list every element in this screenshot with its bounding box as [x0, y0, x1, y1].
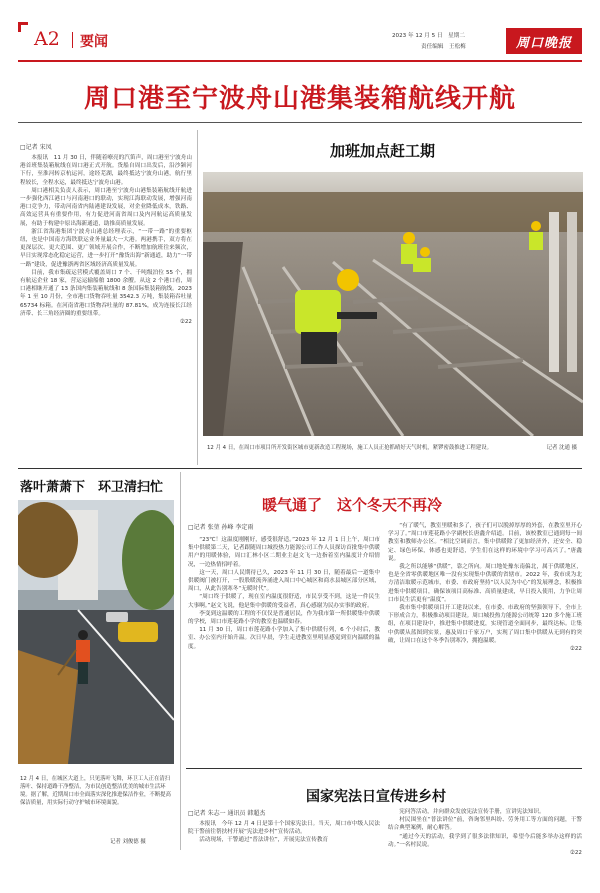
lead-paragraph: 目前，我市集疏运营模式覆盖周口 7 个、千吨级泊位 55 个，拥有航运企业 18 家，营运运输船舶 1800 余艘。从这 2 个港口看，周口港相继开通了 13 条国内集装箱航线和 8 条国际集装箱航线。2023 年 1 至 10 月份，全市港口货物吞吐量 3542.3 万吨，集装箱吞吐量 65734 标箱。在河南省港口货物吞吐量的 87.81%，成为连接长江经济带、长三角经济圈的重要纽带。 [20, 269, 192, 317]
photo-top-title: 加班加点赶工期 [330, 142, 436, 160]
date-line: 2023 年 12 月 5 日 星期二 [392, 33, 465, 39]
photo-sweeper-head [78, 630, 88, 640]
end-mark: ②22 [179, 319, 192, 326]
construction-photo [203, 172, 583, 436]
end-mark: ②22 [569, 850, 582, 857]
section-name: 要闻 [80, 34, 108, 50]
photo-frame-right2 [567, 212, 577, 372]
caption-text: 12 月 4 日，在城区大道上，只见落叶飞舞，环卫工人正在清扫落叶、保持道路干净整洁，为市民创造整洁优美的城市生活环境。据了解，近期周口市全面落实深化推进保洁作业，不断提高保洁质量，用实际行动守护城市环境面貌。 [20, 776, 171, 806]
heating-title: 暖气通了 这个冬天不再冷 [262, 496, 443, 514]
lead-paragraph: 浙江省海港集团宁波舟山港总经理表示，“一带一路”的重要枢纽，也是中国南方海铁联运业务量最大一大港。两港携手，双方将在更深层次、更大范围、更广领域开展合作，不断增加航班往来频次，早日实现常态化稳定运营，进一步打开“豫货出海”新通道，助力“一带一路”建设，促进豫浙两省区域经济高质量发展。 [20, 228, 192, 268]
construction-photo-svg [203, 172, 583, 436]
section-rule [18, 468, 582, 469]
heating-paragraph: 11 月 30 日，周口市莲花路小学加入了集中供暖行列，6 个小时后，教室、办公室内开始升温。次日早晨，学生走进教室里明显感觉到室内温暖的温度。 [188, 627, 380, 650]
heating-col2 [388, 522, 582, 760]
photo-taxi [118, 622, 158, 642]
photo-top-caption [207, 444, 577, 462]
photo-ground [203, 232, 583, 436]
headline-rule [18, 122, 582, 123]
photo-left-credit: 记者 刘俊德 摄 [110, 839, 146, 845]
lead-story-text [20, 154, 192, 460]
constitution-title: 国家宪法日宣传进乡村 [306, 789, 446, 805]
caption-text: 12 月 4 日，在周口市项目所开发街区城市更新改造工程现场，施工人员正抢抓晴好天气时机，紧锣密鼓推进工程建设。 [207, 445, 492, 451]
heating-col1 [188, 536, 380, 760]
heating-paragraph: 我市集中供暖项目开工建设以来，在市委、市政府的坚强领导下，全市上下形成合力，积极推动项目建设。周口城投热力能源公司统筹 120 多个施工班组，在项目建设中，推进集中供暖进度，实现管道全面同步，最终达标。让集中供暖从蓝图到实景，惠及周口千家万户，实现了周口集中供暖从无到有的突破，让周口在这个冬季告别寒冷，拥抱温暖。 [388, 605, 582, 644]
photo-car [106, 612, 128, 622]
constitution-paragraph: 宪问答活动，并向群众发放宪法宣传手册，宣讲宪法知识。 [399, 809, 545, 815]
page-label: A2 [34, 28, 60, 50]
lead-byline: □记者 宋凤 [20, 144, 52, 151]
heating-paragraph: “23℃！这温度刚刚好，感受很舒适。”2023 年 12 月 1 日上午，周口市集中供暖第二天，记者跟随周口城投热力能源公司工作人员探访首批集中供暖用户的用暖体验，周口汇林小区二期业主赵文飞一边指着室内温度计介绍情况，一边热情招呼着。 [188, 537, 380, 568]
heating-paragraph: 这一天，周口人民期待已久，2023 年 11 月 30 日，随着最后一道集中供暖阀门被打开，一股股暖流奔涌进入周口中心城区和商水县城区部分区域，周口，从此告别寒冬“无暖时代”。 [188, 569, 380, 593]
constitution-paragraph: “通过今天的活动，我学到了很多法律知识，希望今后能多举办这样的活动。”一名村民说。 [388, 833, 582, 848]
page-header [18, 22, 582, 62]
heating-byline: □记者 张堃 孙峰 李定雨 [188, 524, 254, 531]
constitution-paragraph: 本报讯 今年 12 月 4 日是第十个国家宪法日。当天，周口市中级人民法院干警前往帮扶村开展“宪法进乡村”宣传活动。 [188, 821, 380, 836]
heating-paragraph: 李变到这温暖的工程的不仅仅是普通居民，作为我市第一所供暖集中供暖的学校，周口市莲花路小学的教室也温暖如春。 [188, 610, 380, 626]
photo-trees [203, 192, 583, 237]
street-photo-svg [18, 500, 174, 764]
lead-paragraph: 周口港相关负责人表示，周口港至宁波舟山港集装箱航线开航进一步强化西江港口与河南港口的联动，实现江海联动发展，增强河南港口竞争力，带动河南省内陆港建设发展，对企业降低成本，铁路、高效运营具有重要作用，有力促进河南省周口及内河航运高质量发展，有助于构建中原出海新通道，助推高质量发展。 [20, 187, 192, 227]
constitution-col1 [188, 820, 380, 866]
constitution-paragraph: 村民围坐在“普法讲位”前，咨询邻里纠纷、劳务用工等方面的问题，干警结合典型案例，耐心解答。 [388, 817, 582, 832]
header-divider [72, 32, 73, 48]
masthead [506, 28, 582, 54]
column-divider [180, 472, 181, 850]
photo-left-title: 落叶萧萧下 环卫清扫忙 [20, 480, 164, 495]
photo-sweeper-body [76, 640, 90, 662]
heating-paragraph: 我之所以能够“供暖”，靠之所向。周口地处豫东南偏北，属于供暖地区，也是全省零供暖地区唯一没有实现集中供暖的省辖市。2022 年，我市成为北方清洁取暖示范城市，市委、市政府坚持“以人民为中心”的发展理念，积极推进集中供暖项目，确保该项目高标准、高质量建成，早日投入使用，力争让周口市民生活更有“温度”。 [388, 564, 582, 603]
constitution-col2 [388, 808, 582, 866]
street-sweeper-photo [18, 500, 174, 764]
lead-paragraph: 本报讯 11 月 30 日，伴随着嘹亮的汽笛声，周口港至宁波舟山港首班集装箱航线在周口港正式开航。货船自周口出发后，沿沙颍河下行，至淮河转京杭运河，途经芜湖，最终抵达宁波舟山港，航行里程较长，全程水运，最终抵达宁波舟山港。 [20, 155, 192, 186]
heating-paragraph: “有了暖气，教室里暖和多了，孩子们可以脱掉厚厚的外套，在教室里开心学习了。”周口市莲花路小学副校长唐鑫介绍道。目前，该校教室已通到每一间教室和教师办公区。“相比空调而言，集中供暖除了更加经济外，还安全、稳定、绿色环保，体感也更舒适，学生们在这样的环境中学习可高兴了。”唐鑫说。 [388, 523, 582, 562]
photo-credit: 记者 沈通 摄 [546, 445, 577, 451]
masthead-text: 周口晚报 [515, 35, 572, 51]
constitution-byline: □记者 朱志一 通讯员 韩超杰 [188, 810, 266, 817]
main-headline: 周口港至宁波舟山港集装箱航线开航 [83, 84, 516, 114]
header-rule [18, 60, 582, 62]
photo-leaves [18, 650, 78, 764]
editor-line: 责任编辑 王松梅 [421, 44, 466, 50]
section-rule [186, 768, 582, 769]
photo-left-caption [20, 775, 172, 847]
end-mark: ②22 [569, 646, 582, 653]
column-divider [197, 130, 198, 465]
photo-frame-right [549, 212, 559, 372]
heating-paragraph: “周口终于供暖了，现在室内温度很舒适，市民享受不到，这是一件民生大事啊。”赵文飞说，他是集中供暖的受益者，真心感谢为民办实事的政府。 [188, 594, 380, 609]
corner-bracket [18, 22, 28, 32]
photo-sweeper-legs [78, 662, 88, 684]
constitution-paragraph: 活动现场，干警通过“普法讲位”，开展宪法宣传教育 [199, 837, 329, 844]
